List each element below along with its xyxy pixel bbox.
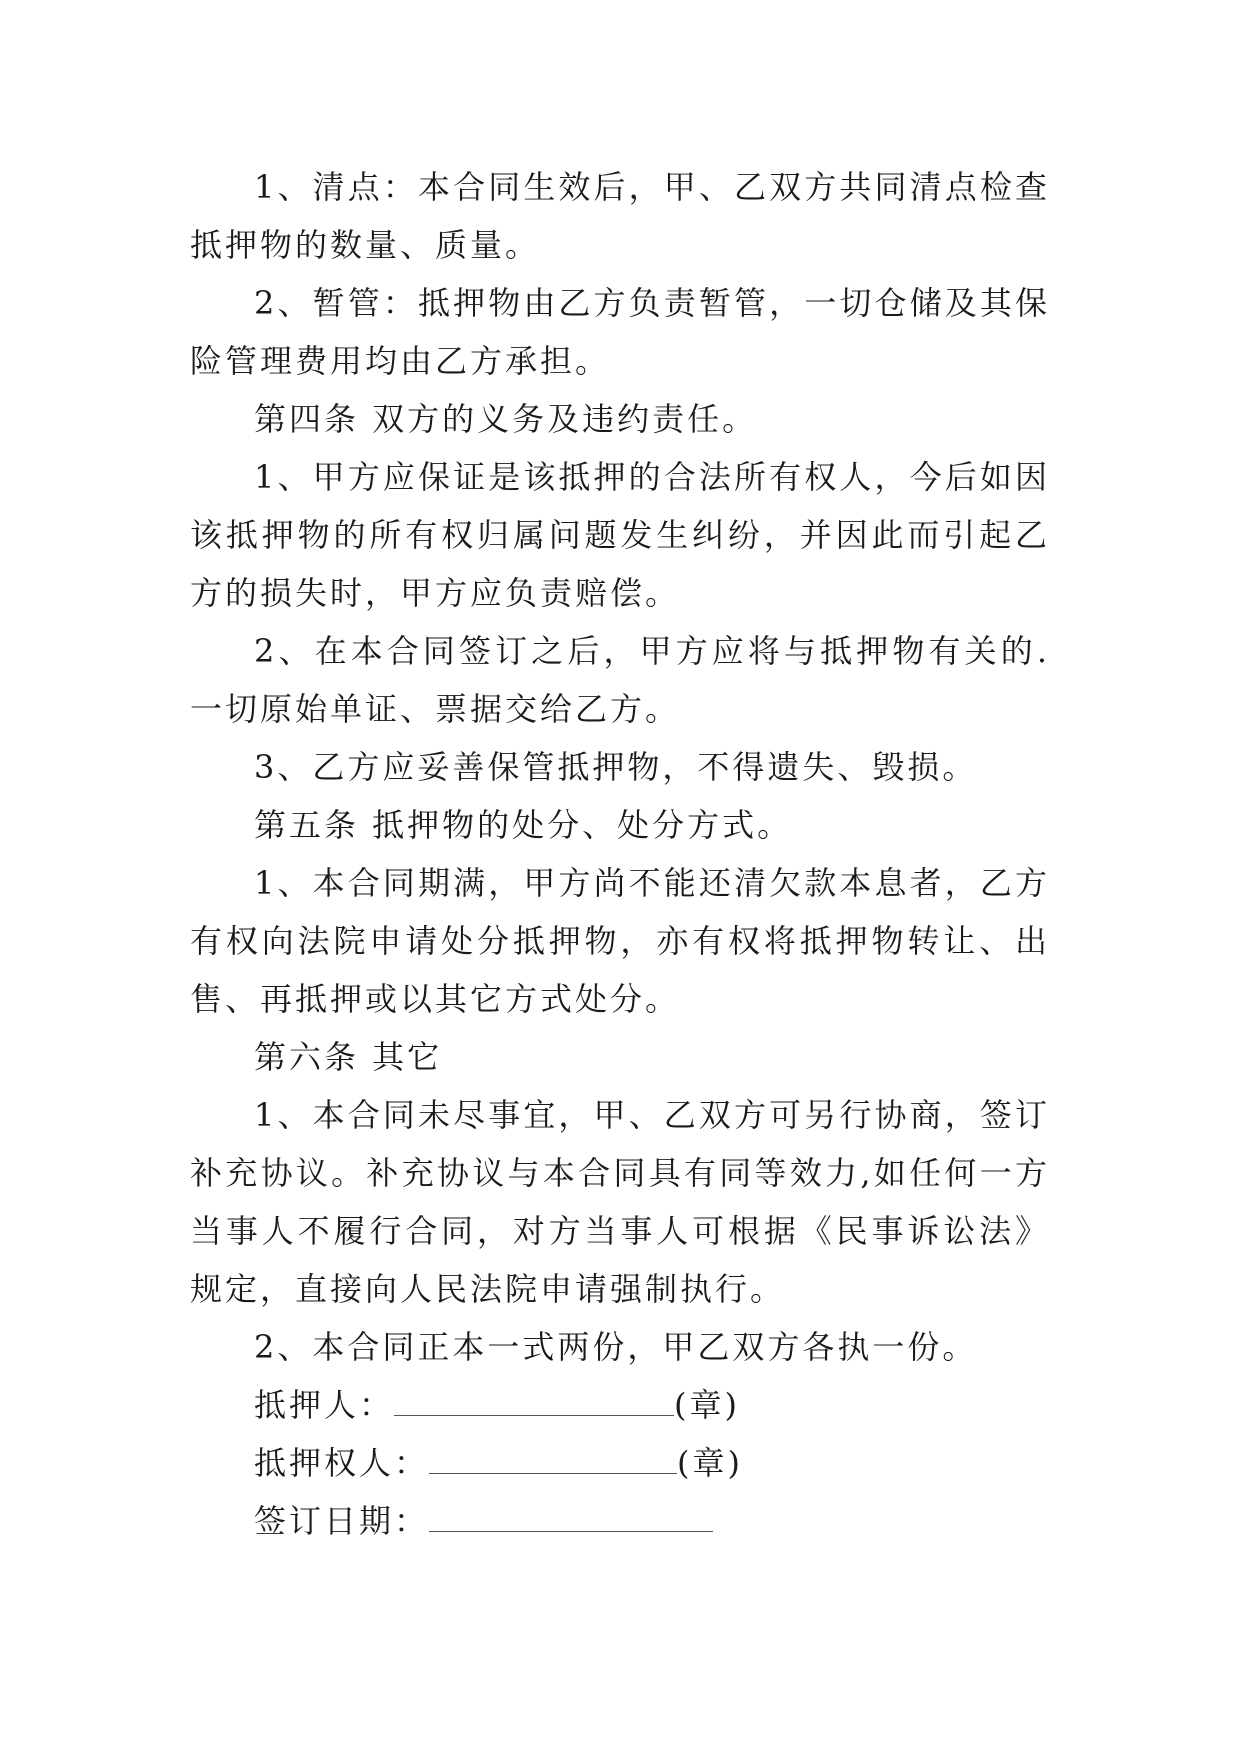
sign-date-blank [429, 1497, 713, 1532]
article-4-heading: 第四条 双方的义务及违约责任。 [254, 400, 758, 438]
mortgagee-signature-line [190, 1434, 1050, 1492]
article-5-heading: 第五条 抵押物的处分、处分方式。 [254, 806, 793, 844]
mortgagor-label: 抵押人： [254, 1386, 395, 1424]
sign-date-label: 签订日期： [254, 1502, 430, 1540]
clause-safekeeping: 3、乙方应妥善保管抵押物，不得遗失、毁损。 [254, 748, 978, 786]
clause-copies: 2、本合同正本一式两份，甲乙双方各执一份。 [254, 1328, 978, 1366]
mortgagee-blank [429, 1439, 677, 1474]
clause-disposal: 1、本合同期满，甲方尚不能还清欠款本息者，乙方有权向法院申请处分抵押物，亦有权将抵押物转让、出售、再抵押或以其它方式处分。 [190, 864, 1050, 1018]
clause-documents-transfer: 2、在本合同签订之后，甲方应将与抵押物有关的.一切原始单证、票据交给乙方。 [190, 632, 1050, 728]
article-6-heading: 第六条 其它 [254, 1038, 443, 1076]
clause-custody: 2、暂管：抵押物由乙方负责暂管，一切仓储及其保险管理费用均由乙方承担。 [190, 284, 1050, 380]
mortgagee-seal: (章) [677, 1444, 743, 1482]
mortgagor-seal: (章) [674, 1386, 740, 1424]
contract-body [190, 158, 1050, 1550]
sign-date-line [190, 1492, 1050, 1550]
mortgagor-blank [394, 1381, 674, 1416]
mortgagor-signature-line [190, 1376, 1050, 1434]
clause-ownership-guarantee: 1、甲方应保证是该抵押的合法所有权人，今后如因该抵押物的所有权归属问题发生纠纷，并因此而引起乙方的损失时，甲方应负责赔偿。 [190, 458, 1050, 612]
mortgagee-label: 抵押权人： [254, 1444, 430, 1482]
clause-supplementary: 1、本合同未尽事宜，甲、乙双方可另行协商，签订补充协议。补充协议与本合同具有同等效力,如任何一方当事人不履行合同，对方当事人可根据《民事诉讼法》规定，直接向人民法院申请强制执行。 [190, 1096, 1050, 1308]
clause-inventory: 1、清点：本合同生效后，甲、乙双方共同清点检查抵押物的数量、质量。 [190, 168, 1050, 264]
